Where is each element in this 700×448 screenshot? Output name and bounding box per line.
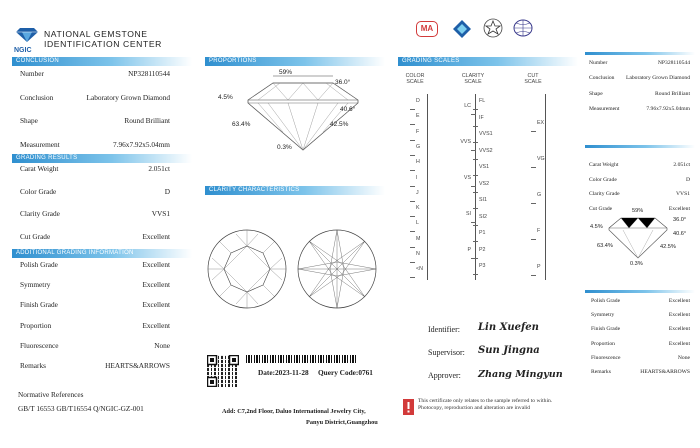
row-label: Cut Grade	[20, 231, 51, 241]
row-value: Excellent	[668, 206, 690, 213]
scale-grade: I	[416, 174, 418, 181]
identifier-label: Identifier:	[428, 325, 460, 334]
supervisor-signature: Sun Jingna	[478, 345, 540, 356]
scale-grade: SI	[465, 211, 471, 217]
row-value: NP328110544	[657, 60, 690, 66]
row-value: 7.96x7.92x5.04mm	[646, 105, 690, 112]
row-label: Symmetry	[20, 280, 51, 290]
scale-grade: P3	[479, 263, 486, 269]
proportions-diagram	[228, 70, 378, 155]
scale-tick	[410, 231, 415, 232]
info-row	[20, 321, 170, 330]
query-code: Query Code:0761	[318, 368, 373, 377]
row-label: Clarity Grade	[20, 209, 60, 218]
info-row	[589, 91, 690, 97]
summary-bottom-bar	[585, 290, 695, 293]
row-label: Clarity Grade	[589, 191, 620, 198]
scale-tick	[410, 124, 415, 125]
row-label: Proportion	[20, 320, 52, 330]
scale-tick	[473, 192, 478, 193]
row-label: Remarks	[591, 369, 611, 375]
scale-grade: D	[416, 98, 420, 104]
scale-tick	[473, 175, 478, 176]
scale-grade: SI2	[479, 213, 487, 220]
cut-scale-line	[545, 94, 546, 280]
prop-pavilion-depth: 63.4%	[232, 121, 251, 128]
scale-grade: SI1	[479, 197, 487, 203]
scale-tick	[473, 225, 478, 226]
scale-grade: FL	[479, 98, 486, 104]
references-heading: Normative References	[18, 390, 84, 399]
info-row	[20, 116, 170, 125]
cnas-diamond-icon	[452, 19, 472, 39]
row-value: 2.051ct	[673, 162, 690, 168]
scale-tick	[473, 159, 478, 160]
row-value: NP328110544	[128, 69, 170, 78]
row-value: Excellent	[142, 260, 170, 269]
scale-tick	[471, 150, 476, 151]
scale-tick	[531, 167, 536, 168]
summary-prop-pavilion-height: 42.5%	[660, 244, 676, 250]
info-row	[20, 209, 170, 218]
ilac-globe-icon	[512, 18, 534, 38]
scale-grade: P	[467, 247, 471, 253]
scale-grade: J	[416, 189, 419, 196]
info-row	[20, 300, 170, 309]
summary-prop-table: 59%	[632, 208, 644, 214]
logo-abbr: NGIC	[14, 47, 32, 54]
scale-grade: EX	[537, 120, 545, 126]
row-value: Excellent	[668, 340, 690, 347]
row-value: HEARTS&ARROWS	[640, 369, 690, 375]
conclusion-heading: CONCLUSION	[12, 57, 192, 66]
row-value: D	[685, 176, 690, 183]
scale-tick	[473, 126, 478, 127]
approver-signature: Zhang Mingyun	[478, 369, 563, 380]
qr-finder-icon	[207, 355, 239, 387]
row-label: Color Grade	[589, 176, 617, 183]
row-label: Measurement	[589, 105, 620, 112]
scale-grade: LC	[464, 103, 471, 109]
scale-grade: L	[416, 220, 419, 227]
info-row	[20, 232, 170, 241]
cut-scale-title: CUT SCALE	[524, 73, 542, 85]
scale-grade: F	[537, 228, 541, 234]
scale-tick	[410, 170, 415, 171]
scale-grade: VS	[463, 175, 471, 181]
row-label: Number	[589, 60, 608, 66]
clarity-pavilion-diagram	[296, 228, 378, 310]
approver-label: Approver:	[428, 371, 461, 380]
references-text: GB/T 16553 GB/T16554 Q/NGIC-GZ-001	[18, 404, 144, 413]
notice-text: This certificate only relates to the sample referred to within. Photocopy, reproduction and alteration are invalid	[418, 398, 553, 411]
star-seal-icon	[483, 18, 503, 38]
summary-prop-pavilion-angle: 40.6°	[673, 231, 687, 237]
address-line1: Add: C7,2nd Floor, Daluo International Jewelry City,	[222, 408, 366, 415]
row-label: Carat Weight	[20, 164, 59, 173]
info-row	[20, 260, 170, 269]
scale-tick	[410, 262, 415, 263]
scale-tick	[531, 203, 536, 204]
row-label: Cut Grade	[589, 206, 613, 213]
scale-tick	[473, 241, 478, 242]
row-value: VVS1	[151, 209, 170, 218]
scale-tick	[410, 109, 415, 110]
prop-pavilion-height: 42.5%	[330, 121, 349, 128]
info-row	[589, 162, 690, 168]
info-row	[589, 75, 690, 81]
row-value: Excellent	[668, 326, 690, 333]
row-value: Excellent	[668, 312, 690, 319]
row-value: Excellent	[668, 298, 690, 304]
scale-grade: VS2	[479, 180, 490, 187]
scale-grade: VVS2	[479, 147, 493, 154]
scale-grade: N	[416, 251, 420, 257]
grading-results-heading: GRADING RESULTS	[12, 154, 192, 163]
summary-prop-pavilion-depth: 63.4%	[597, 243, 613, 249]
info-row	[20, 341, 170, 350]
info-row	[589, 106, 690, 112]
row-label: Fluorescence	[591, 354, 621, 361]
scale-grade: E	[416, 113, 420, 120]
row-value: None	[154, 340, 170, 350]
prop-table: 59%	[279, 69, 293, 76]
summary-proportions-diagram	[603, 212, 673, 262]
scale-grade: P2	[479, 246, 486, 253]
scale-grade: VVS1	[479, 131, 493, 137]
scale-grade: P	[537, 264, 541, 270]
row-label: Conclusion	[20, 92, 54, 102]
scale-tick	[410, 277, 415, 278]
ngic-logo	[14, 27, 40, 54]
row-value: D	[164, 186, 170, 196]
info-row	[591, 369, 690, 375]
warning-icon	[403, 399, 414, 415]
scale-grade: P1	[479, 230, 486, 236]
row-value: Laboratory Grown Diamond	[625, 75, 690, 82]
scale-tick	[473, 274, 478, 275]
barcode	[246, 355, 356, 363]
additional-heading: ADDITIONAL GRADING INFORMATION	[12, 249, 192, 258]
scale-grade: VVS	[460, 139, 471, 145]
row-value: None	[677, 354, 690, 361]
scale-grade: IF	[479, 114, 484, 121]
row-label: Remarks	[20, 361, 46, 370]
row-label: Number	[20, 69, 44, 78]
color-scale-line	[427, 94, 428, 280]
summary-top-bar	[585, 52, 695, 55]
row-value: Laboratory Grown Diamond	[86, 92, 170, 102]
row-label: Carat Weight	[589, 162, 619, 168]
prop-crown-height: 4.5%	[218, 94, 233, 101]
identifier-signature: Lin Xuefen	[478, 322, 539, 333]
prop-pavilion-angle: 40.6°	[340, 106, 356, 113]
scale-tick	[410, 140, 415, 141]
row-label: Conclusion	[589, 75, 615, 82]
scale-grade: G	[416, 143, 421, 150]
row-label: Polish Grade	[591, 298, 621, 304]
scale-tick	[471, 114, 476, 115]
address-line2: Panyu District,Guangzhou	[306, 419, 378, 426]
scale-tick	[531, 131, 536, 132]
summary-mid-bar	[585, 145, 695, 148]
row-label: Measurement	[20, 139, 60, 149]
row-value: HEARTS&ARROWS	[105, 361, 170, 370]
scale-tick	[410, 201, 415, 202]
clarity-scale-line	[475, 94, 476, 280]
info-row	[591, 326, 690, 332]
row-value: Round Brilliant	[124, 116, 170, 125]
info-row	[20, 280, 170, 289]
row-value: 7.96x7.92x5.04mm	[113, 139, 170, 149]
scale-tick	[410, 216, 415, 217]
scale-tick	[531, 239, 536, 240]
scale-tick	[473, 208, 478, 209]
org-name-line1: NATIONAL GEMSTONE	[44, 29, 148, 39]
scale-tick	[531, 275, 536, 276]
row-label: Finish Grade	[591, 326, 621, 333]
proportions-heading: PROPORTIONS	[205, 57, 385, 66]
info-row	[591, 298, 690, 304]
info-row	[589, 60, 690, 66]
scale-grade: K	[416, 205, 420, 212]
scale-grade: M	[416, 235, 421, 242]
clarity-heading: CLARITY CHARACTERISTICS	[205, 186, 385, 195]
scale-tick	[410, 186, 415, 187]
clarity-crown-diagram	[206, 228, 288, 310]
scale-grade: <N	[416, 266, 423, 273]
info-row	[591, 312, 690, 318]
scale-tick	[410, 247, 415, 248]
ma-badge: MA	[416, 21, 438, 37]
summary-prop-crown-angle: 36.0°	[673, 217, 687, 223]
row-label: Color Grade	[20, 186, 57, 196]
row-value: VVS1	[676, 191, 690, 198]
color-scale-title: COLOR SCALE	[405, 73, 425, 85]
info-row	[589, 191, 690, 197]
info-row	[20, 361, 170, 370]
info-row	[20, 140, 170, 149]
summary-prop-crown-height: 4.5%	[590, 224, 603, 230]
scale-tick	[471, 222, 476, 223]
grading-scales-heading: GRADING SCALES	[398, 57, 578, 66]
row-value: Excellent	[142, 231, 170, 241]
clarity-scale-title: CLARITY SCALE	[461, 73, 485, 85]
scale-tick	[473, 109, 478, 110]
info-row	[591, 341, 690, 347]
scale-tick	[473, 142, 478, 143]
info-row	[20, 187, 170, 196]
scale-grade: H	[416, 159, 420, 166]
row-value: Excellent	[142, 280, 170, 290]
row-label: Symmetry	[591, 312, 615, 319]
info-row	[589, 177, 690, 183]
scale-grade: G	[537, 192, 542, 198]
row-label: Shape	[20, 116, 38, 125]
scale-tick	[473, 258, 478, 259]
info-row	[20, 69, 170, 78]
scale-grade: VG	[537, 156, 545, 162]
scale-grade: F	[416, 128, 420, 135]
row-label: Proportion	[591, 340, 615, 347]
info-row	[591, 355, 690, 361]
prop-crown-angle: 36.0°	[335, 79, 351, 86]
row-value: Round Brilliant	[655, 90, 690, 97]
info-row	[20, 93, 170, 102]
org-name-line2: IDENTIFICATION CENTER	[44, 39, 162, 49]
supervisor-label: Supervisor:	[428, 348, 465, 357]
prop-culet: 0.3%	[277, 144, 292, 151]
issue-date: Date:2023-11-28	[258, 368, 309, 377]
row-label: Fluorescence	[20, 340, 59, 350]
info-row	[20, 164, 170, 173]
scale-grade: VS1	[479, 164, 490, 170]
row-value: Excellent	[142, 300, 170, 310]
row-label: Polish Grade	[20, 260, 58, 269]
diamond-logo-icon	[14, 27, 40, 43]
row-label: Shape	[589, 90, 603, 97]
summary-prop-culet: 0.3%	[630, 261, 643, 267]
row-label: Finish Grade	[20, 300, 58, 310]
scale-tick	[471, 186, 476, 187]
row-value: 2.051ct	[148, 164, 170, 173]
row-value: Excellent	[142, 320, 170, 330]
scale-tick	[410, 155, 415, 156]
